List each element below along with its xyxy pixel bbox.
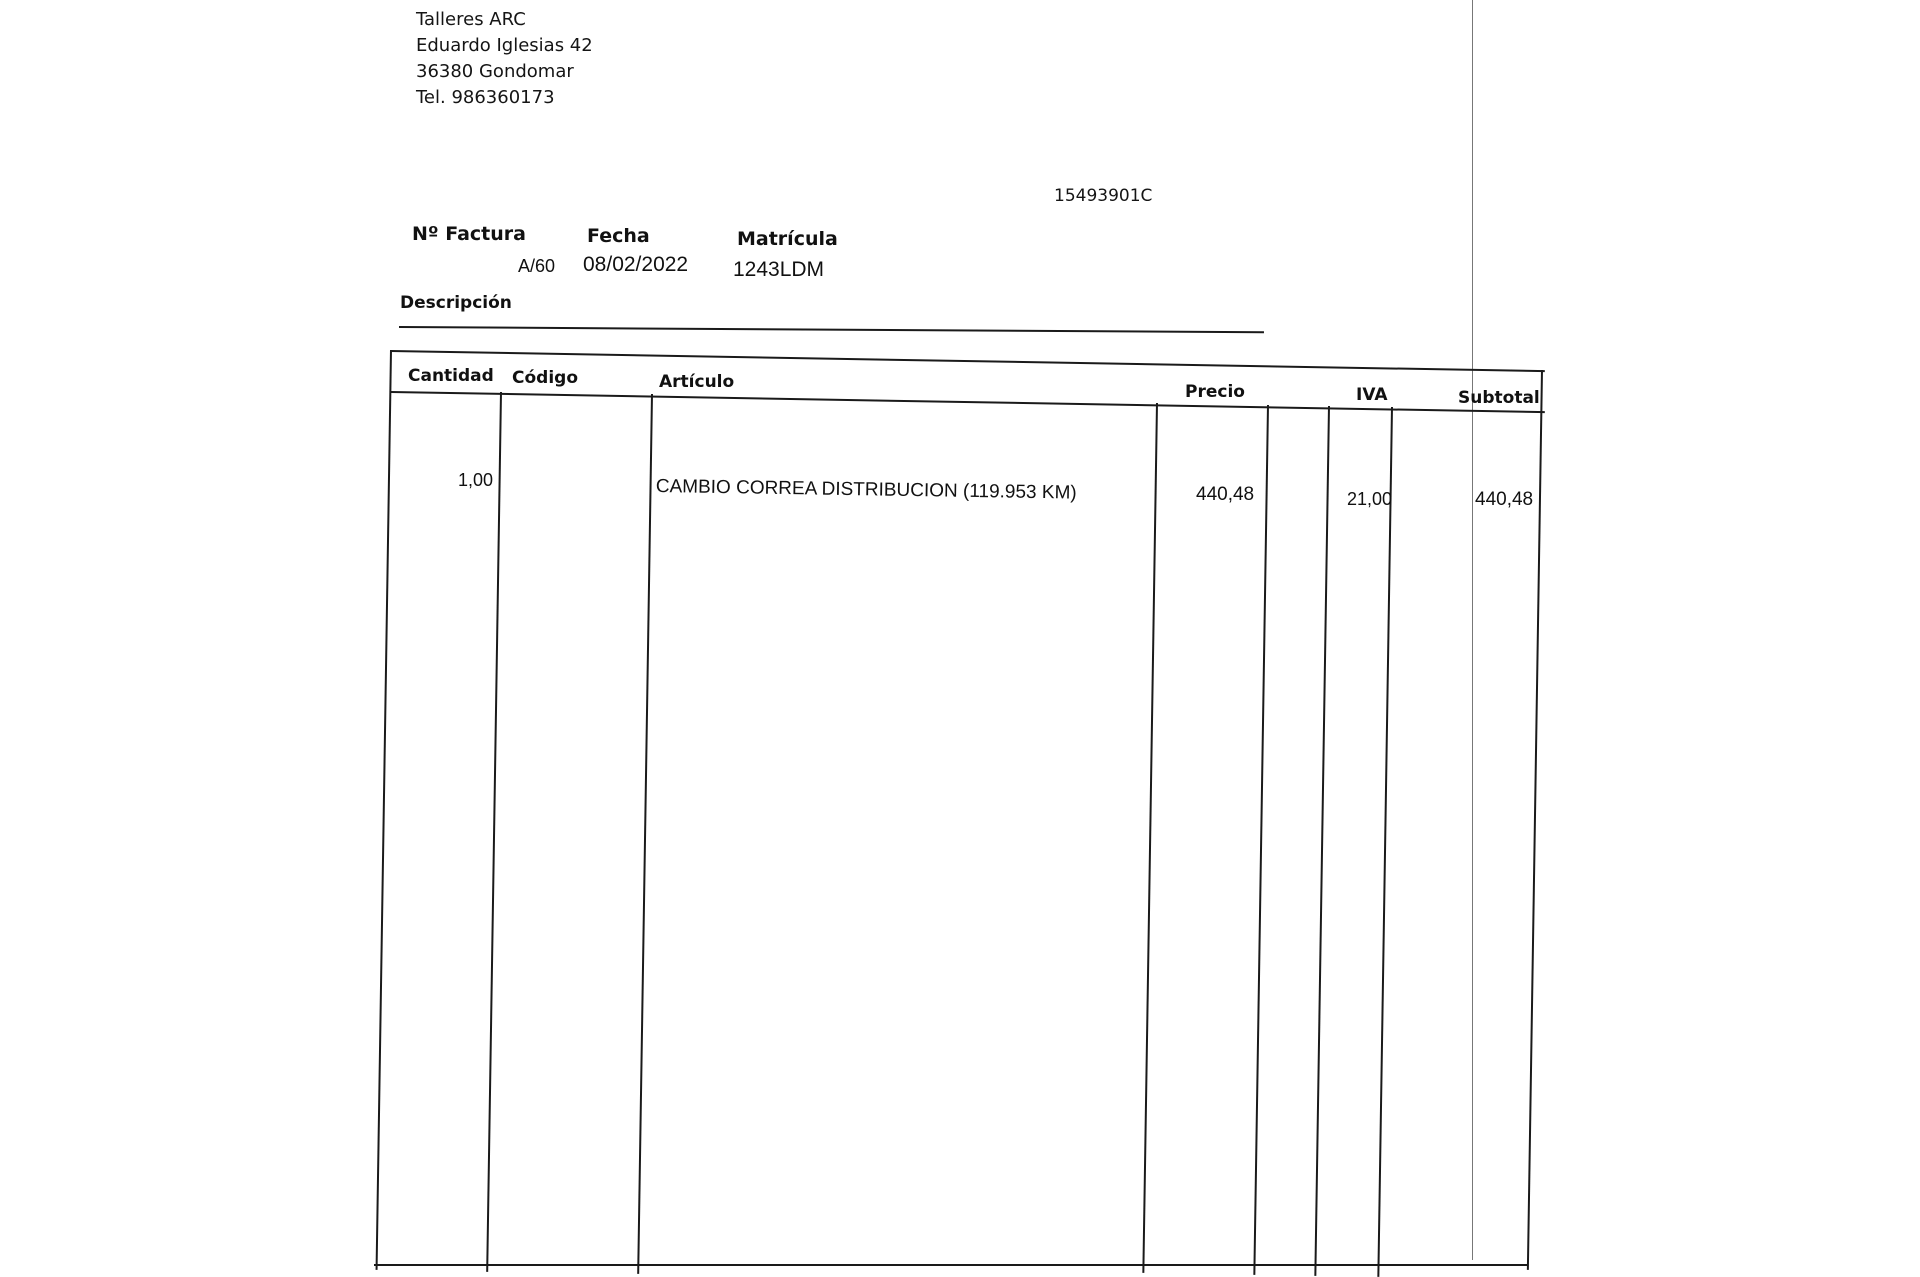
row-subtotal: 440,48: [1475, 489, 1534, 510]
col-line-iva: [1377, 407, 1393, 1277]
description-underline: [399, 326, 1264, 333]
header-subtotal: Subtotal: [1458, 388, 1540, 408]
invoice-number-label: Nº Factura: [412, 223, 526, 245]
description-label: Descripción: [400, 293, 512, 313]
header-iva: IVA: [1356, 385, 1388, 405]
col-line-articulo: [1142, 403, 1158, 1273]
client-id: 15493901C: [1054, 186, 1153, 206]
row-precio: 440,48: [1196, 484, 1255, 505]
invoice-date-value: 08/02/2022: [583, 253, 689, 276]
col-line-precio: [1253, 405, 1269, 1275]
row-cantidad: 1,00: [458, 470, 494, 490]
header-codigo: Código: [512, 368, 578, 388]
plate-label: Matrícula: [737, 228, 838, 250]
col-line-cantidad: [486, 392, 502, 1272]
company-city: 36380 Gondomar: [416, 61, 574, 82]
col-line-left: [376, 350, 392, 1270]
company-name: Talleres ARC: [416, 9, 526, 30]
invoice-date-label: Fecha: [587, 225, 650, 247]
scan-fold-line: [1472, 0, 1473, 1260]
header-precio: Precio: [1185, 382, 1245, 402]
col-line-codigo: [637, 394, 653, 1274]
row-articulo: CAMBIO CORREA DISTRIBUCION (119.953 KM): [655, 476, 1077, 504]
company-phone: Tel. 986360173: [416, 87, 555, 108]
header-cantidad: Cantidad: [408, 366, 494, 386]
table-bottom-border: [374, 1264, 1528, 1266]
plate-value: 1243LDM: [733, 258, 825, 281]
invoice-number-value: A/60: [518, 256, 556, 276]
company-street: Eduardo Iglesias 42: [416, 35, 593, 56]
row-iva: 21,00: [1347, 489, 1393, 509]
header-articulo: Artículo: [659, 372, 735, 392]
col-line-spacer: [1314, 406, 1330, 1276]
